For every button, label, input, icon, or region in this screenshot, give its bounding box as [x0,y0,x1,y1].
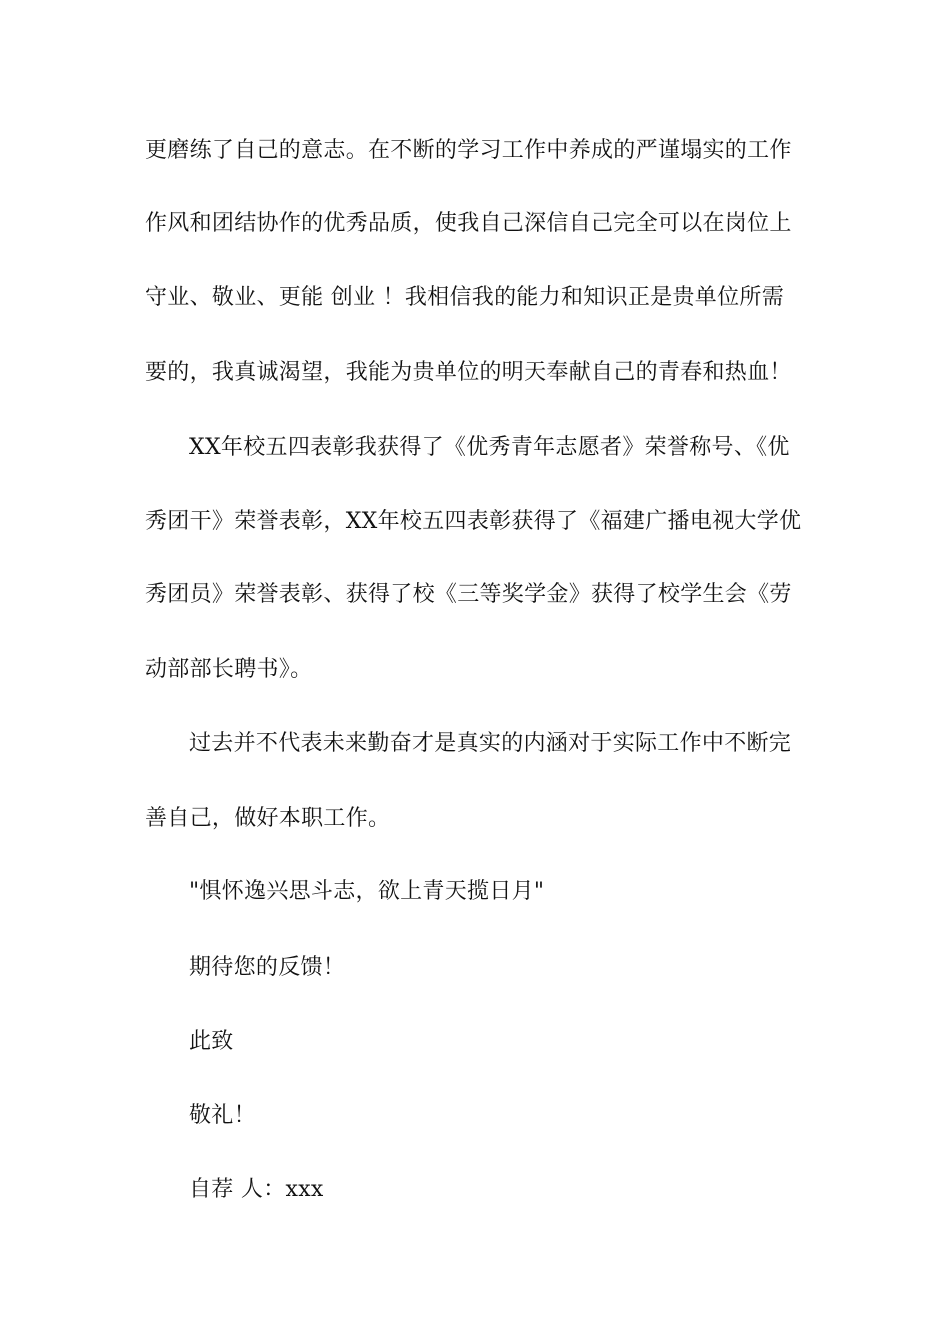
salutation-line-1: 此致 [189,1029,234,1054]
paragraph-1-line-3: 守业、敬业、更能 创业 ！我相信我的能力和知识正是贵单位所需 [145,285,784,310]
salutation-line-2: 敬礼！ [189,1103,256,1128]
feedback-line: 期待您的反馈！ [189,955,346,980]
paragraph-2-line-4: 动部部长聘书》。 [145,657,313,682]
signature-line: 自荐 人：xxx [189,1177,324,1202]
paragraph-1-line-4: 要的，我真诚渴望，我能为贵单位的明天奉献自己的青春和热血！ [145,360,792,385]
paragraph-1-line-2: 作风和团结协作的优秀品质，使我自己深信自己完全可以在岗位上 [145,211,792,236]
quote-line: "惧怀逸兴思斗志，欲上青天揽日月" [189,879,545,904]
paragraph-2-line-2: 秀团干》荣誉表彰，XX年校五四表彰获得了《福建广播电视大学优 [145,509,802,534]
paragraph-3-line-2: 善自己，做好本职工作。 [145,806,391,831]
paragraph-2-line-3: 秀团员》荣誉表彰、获得了校《三等奖学金》获得了校学生会《劳 [145,582,792,607]
paragraph-2-line-1: XX年校五四表彰我获得了《优秀青年志愿者》荣誉称号、《优 [189,435,790,460]
paragraph-1-line-1: 更磨练了自己的意志。在不断的学习工作中养成的严谨塌实的工作 [145,138,792,163]
paragraph-3-line-1: 过去并不代表未来勤奋才是真实的内涵对于实际工作中不断完 [189,731,792,756]
